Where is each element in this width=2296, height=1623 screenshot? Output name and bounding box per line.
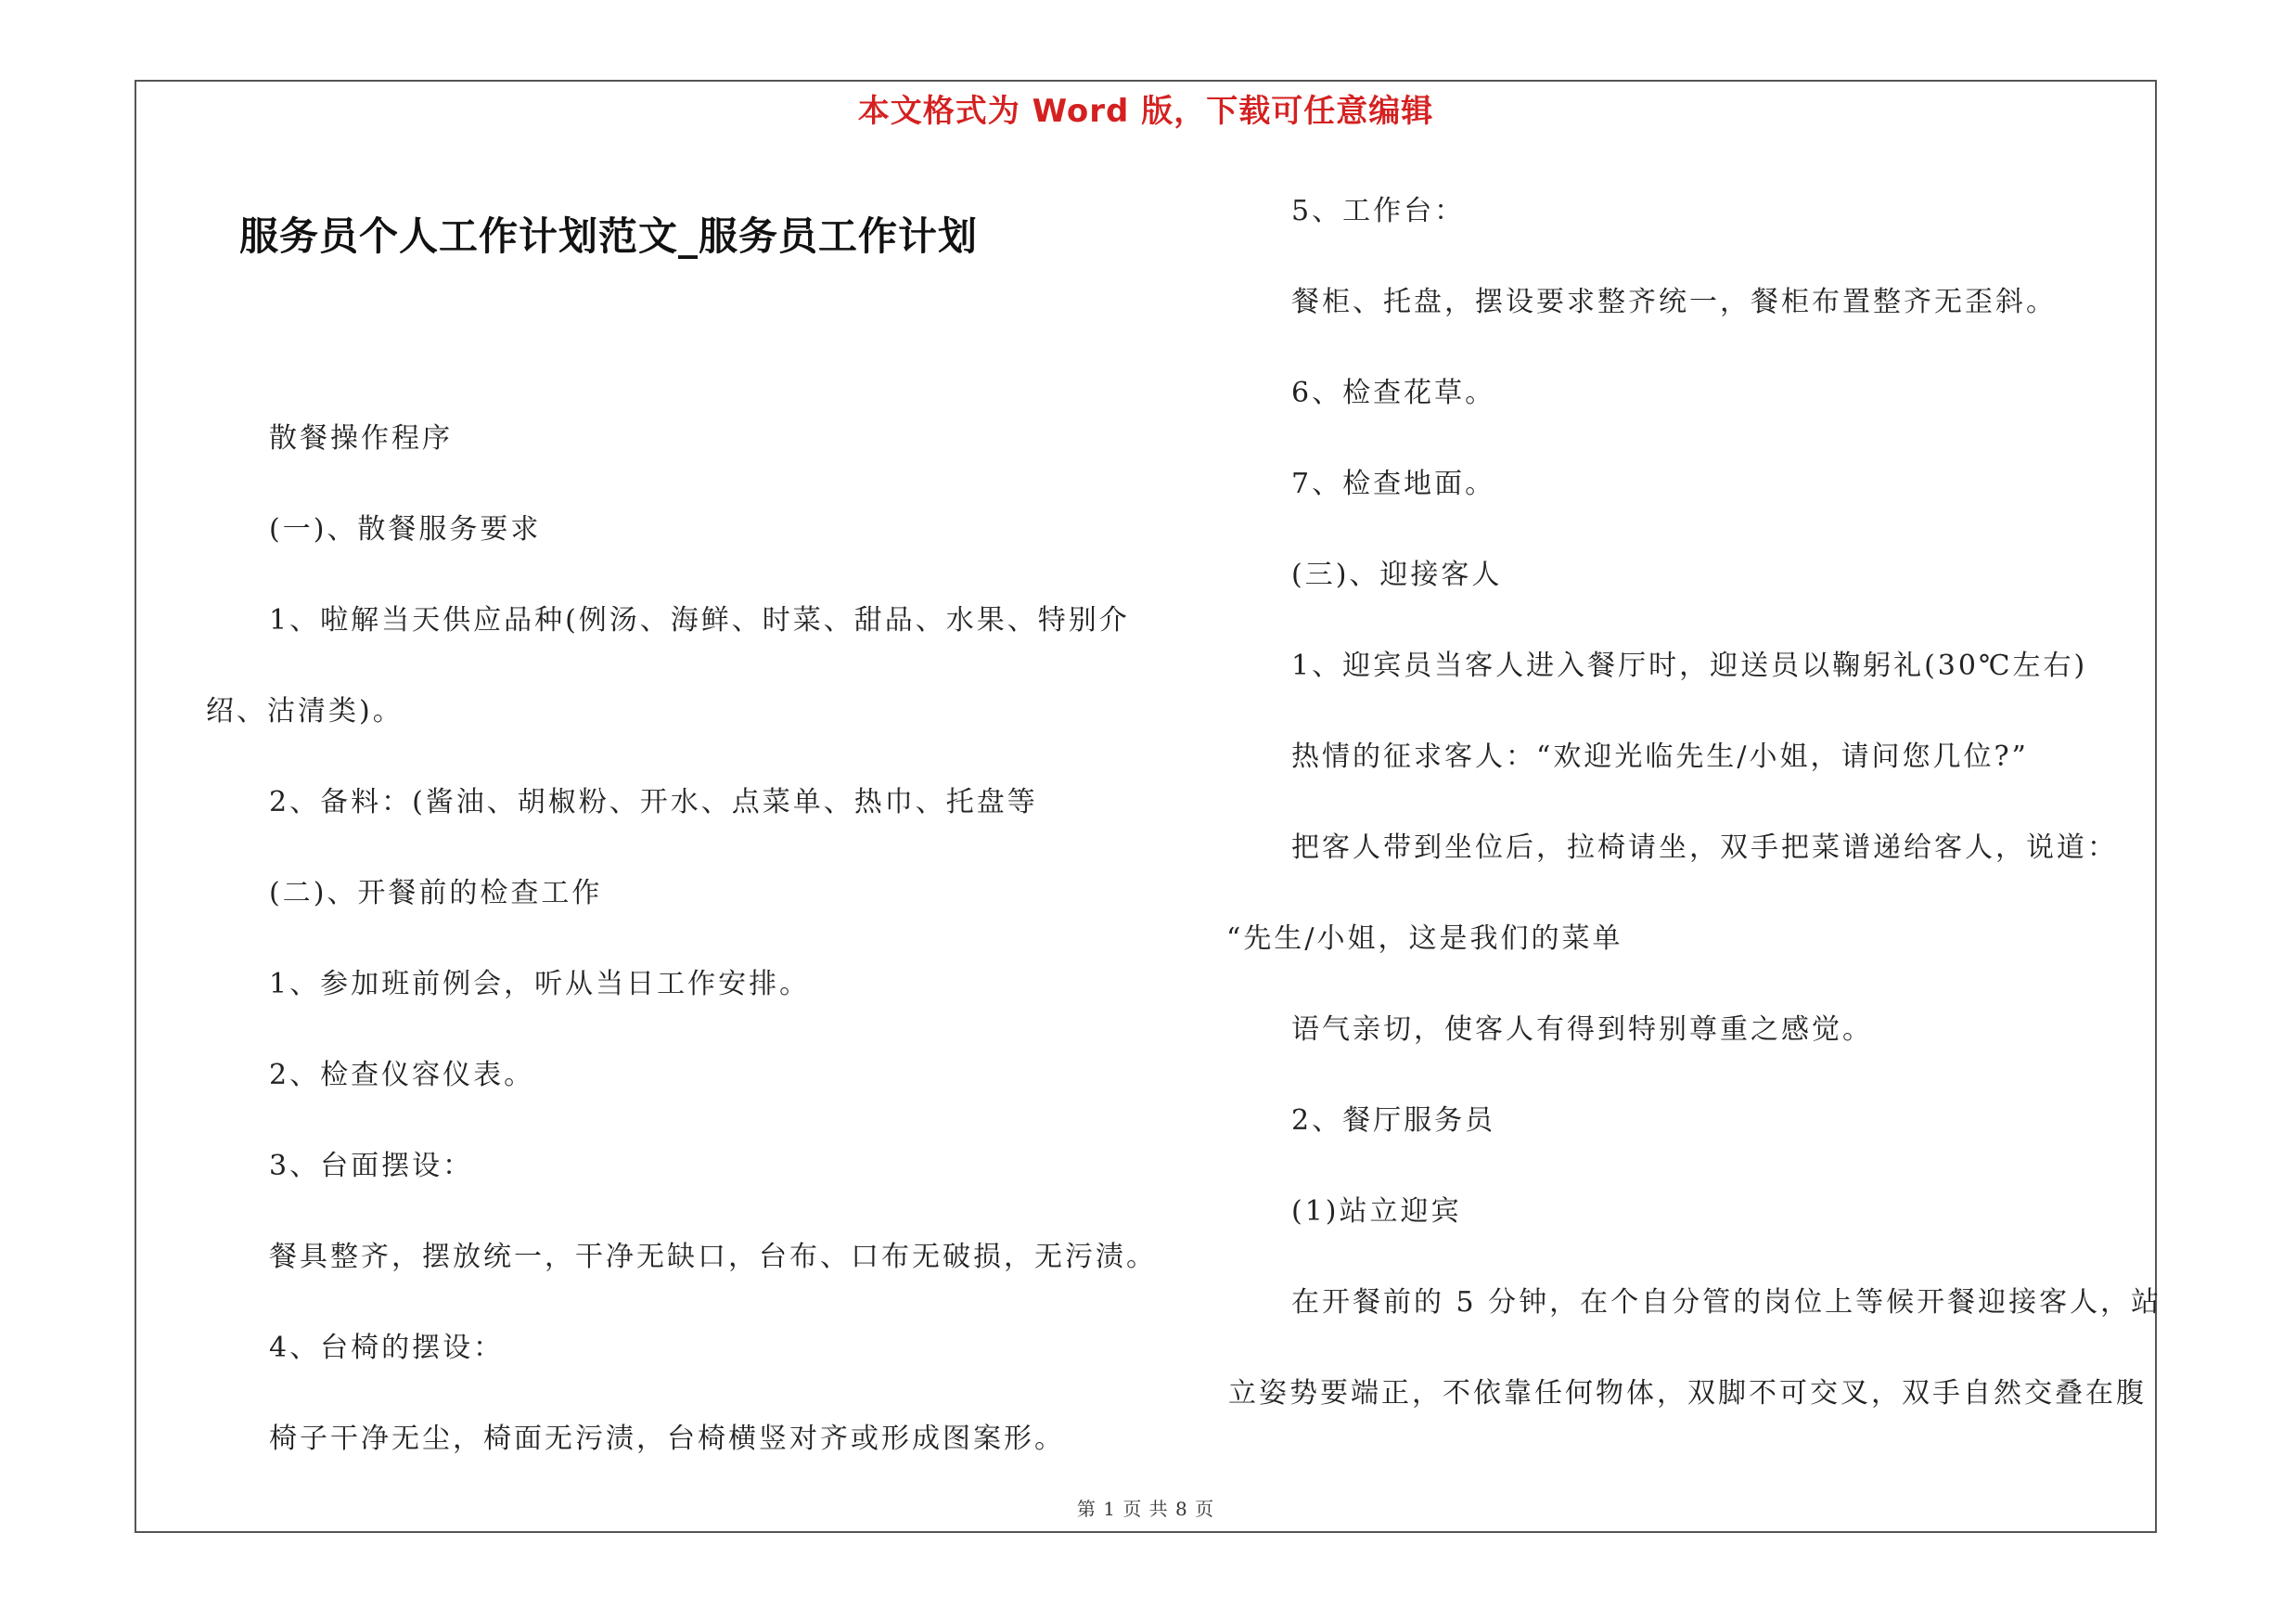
right-line-7: 热情的征求客人：“欢迎光临先生/小姐，请问您几位?”: [1291, 741, 2029, 773]
left-line-9: 3、台面摆设：: [269, 1150, 474, 1182]
right-line-6: 1、迎宾员当客人进入餐厅时，迎送员以鞠躬礼(30℃左右): [1291, 650, 2088, 682]
left-line-4: 绍、沽清类)。: [206, 695, 404, 728]
left-line-6: (二)、开餐前的检查工作: [269, 877, 603, 909]
right-line-4: 7、检查地面。: [1291, 468, 1496, 500]
right-line-2: 餐柜、托盘，摆设要求整齐统一，餐柜布置整齐无歪斜。: [1291, 286, 2057, 318]
document-title: 服务员个人工作计划范文_服务员工作计划: [239, 213, 979, 259]
right-line-13: 在开餐前的 5 分钟，在个自分管的岗位上等候开餐迎接客人，站: [1291, 1286, 2162, 1319]
left-line-11: 4、台椅的摆设：: [269, 1332, 505, 1364]
left-line-8: 2、检查仪容仪表。: [269, 1059, 535, 1091]
left-line-12: 椅子干净无尘，椅面无污渍，台椅横竖对齐或形成图案形。: [269, 1423, 1065, 1455]
left-line-1: 散餐操作程序: [269, 422, 453, 455]
left-line-7: 1、参加班前例会，听从当日工作安排。: [269, 968, 811, 1000]
right-line-1: 5、工作台：: [1291, 195, 1466, 227]
right-line-3: 6、检查花草。: [1291, 377, 1496, 409]
right-line-8: 把客人带到坐位后，拉椅请坐，双手把菜谱递给客人，说道：: [1291, 831, 2118, 864]
right-line-12: (1)站立迎宾: [1291, 1195, 1462, 1228]
edit-notice-banner: 本文格式为 Word 版，下载可任意编辑: [857, 93, 1434, 130]
right-line-11: 2、餐厅服务员: [1291, 1104, 1496, 1137]
right-line-9: “先生/小姐，这是我们的菜单: [1226, 922, 1623, 955]
left-line-3: 1、啦解当天供应品种(例汤、海鲜、时菜、甜品、水果、特别介: [269, 604, 1130, 637]
left-line-5: 2、备料：(酱油、胡椒粉、开水、点菜单、热巾、托盘等: [269, 786, 1038, 818]
left-line-10: 餐具整齐，摆放统一，干净无缺口，台布、口布无破损，无污渍。: [269, 1241, 1157, 1273]
right-line-10: 语气亲切，使客人有得到特别尊重之感觉。: [1291, 1013, 1873, 1046]
right-line-14: 立姿势要端正，不依靠任何物体，双脚不可交叉，双手自然交叠在腹: [1228, 1377, 2147, 1410]
left-line-2: (一)、散餐服务要求: [269, 513, 542, 546]
page-number-footer: 第 1 页 共 8 页: [1076, 1498, 1215, 1520]
right-line-5: (三)、迎接客人: [1291, 559, 1503, 591]
